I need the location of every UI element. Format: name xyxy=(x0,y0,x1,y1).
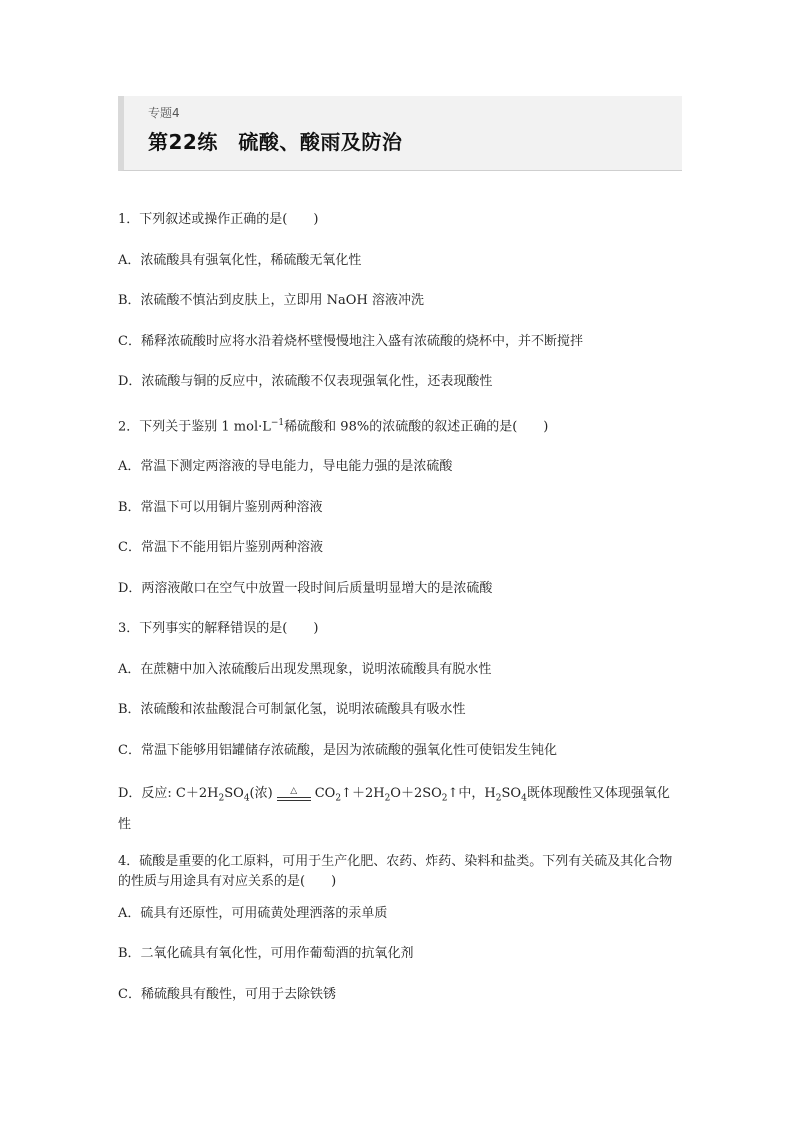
q3-d-part: ↑＋2H xyxy=(341,786,385,802)
q3-option-b: B．浓硫酸和浓盐酸混合可制氯化氢，说明浓硫酸具有吸水性 xyxy=(118,702,466,718)
q2-option-b: B．常温下可以用铜片鉴别两种溶液 xyxy=(118,499,323,515)
page-title: 第22练 硫酸、酸雨及防治 xyxy=(148,130,403,154)
q1-option-d: D．浓硫酸与铜的反应中，浓硫酸不仅表现强氧化性，还表现酸性 xyxy=(118,374,493,389)
q3-d-sub: 4 xyxy=(521,793,527,804)
q2-option-a: A．常温下测定两溶液的导电能力，导电能力强的是浓硫酸 xyxy=(118,459,453,475)
q1-stem: 1．下列叙述或操作正确的是( ) xyxy=(118,212,319,227)
heat-delta-icon: △ xyxy=(290,785,298,796)
q3-option-a: A．在蔗糖中加入浓硫酸后出现发黑现象，说明浓硫酸具有脱水性 xyxy=(118,661,492,677)
q4-option-b: B．二氧化硫具有氧化性，可用作葡萄酒的抗氧化剂 xyxy=(118,946,414,962)
q3-d-sub: 2 xyxy=(441,793,448,804)
q3-d-part: SO xyxy=(224,786,244,802)
topic-label: 专题4 xyxy=(148,106,180,120)
q3-d-part: D．反应: C＋2H xyxy=(118,786,219,802)
q1-option-c: C．稀释浓硫酸时应将水沿着烧杯壁慢慢地注入盛有浓硫酸的烧杯中，并不断搅拌 xyxy=(118,333,583,349)
q4-option-c: C．稀硫酸具有酸性，可用于去除铁锈 xyxy=(118,986,336,1002)
q2-stem xyxy=(118,413,678,437)
q2-option-c: C．常温下不能用铝片鉴别两种溶液 xyxy=(118,540,323,556)
q3-d-sub: 2 xyxy=(495,793,502,804)
question-list xyxy=(118,210,678,1025)
q3-d-sub: 2 xyxy=(218,793,225,804)
q3-d-part: O＋2SO xyxy=(390,786,442,802)
q3-d-part: ↑中，H xyxy=(447,786,496,802)
q3-d-sub: 2 xyxy=(384,793,391,804)
q2-stem-post: 稀硫酸和 98%的浓硫酸的叙述正确的是( ) xyxy=(284,418,549,434)
q3-d-sub: 2 xyxy=(335,793,342,804)
q3-d-part: 既体现酸性又体现强氧化性 xyxy=(118,786,670,832)
q2-option-d: D．两溶液敞口在空气中放置一段时间后质量明显增大的是浓硫酸 xyxy=(118,580,493,596)
q2-stem-sup: −1 xyxy=(270,417,285,428)
section-header xyxy=(118,96,682,171)
q3-option-d xyxy=(118,781,678,838)
q4-stem: 4．硫酸是重要的化工原料，可用于生产化肥、农药、炸药、染料和盐类。下列有关硫及其化合物的性质与用途具有对应关系的是( ) xyxy=(118,853,673,889)
q3-d-part: SO xyxy=(501,786,522,802)
q3-d-part: CO xyxy=(314,786,336,802)
q4-option-a: A．硫具有还原性，可用硫黄处理洒落的汞单质 xyxy=(118,905,388,921)
q3-d-part: (浓) xyxy=(249,786,273,802)
q3-d-sub: 4 xyxy=(243,793,250,804)
q3-option-c: C．常温下能够用铝罐储存浓硫酸，是因为浓硫酸的强氧化性可使铝发生钝化 xyxy=(118,742,557,758)
heating-equals-sign xyxy=(277,787,311,801)
q2-stem-pre: 2．下列关于鉴别 1 mol·L xyxy=(118,418,271,434)
double-line xyxy=(277,797,311,801)
q1-option-b: B．浓硫酸不慎沾到皮肤上，立即用 NaOH 溶液冲洗 xyxy=(118,293,424,308)
q3-stem: 3．下列事实的解释错误的是( ) xyxy=(118,621,319,637)
q1-option-a: A．浓硫酸具有强氧化性，稀硫酸无氧化性 xyxy=(118,252,362,268)
